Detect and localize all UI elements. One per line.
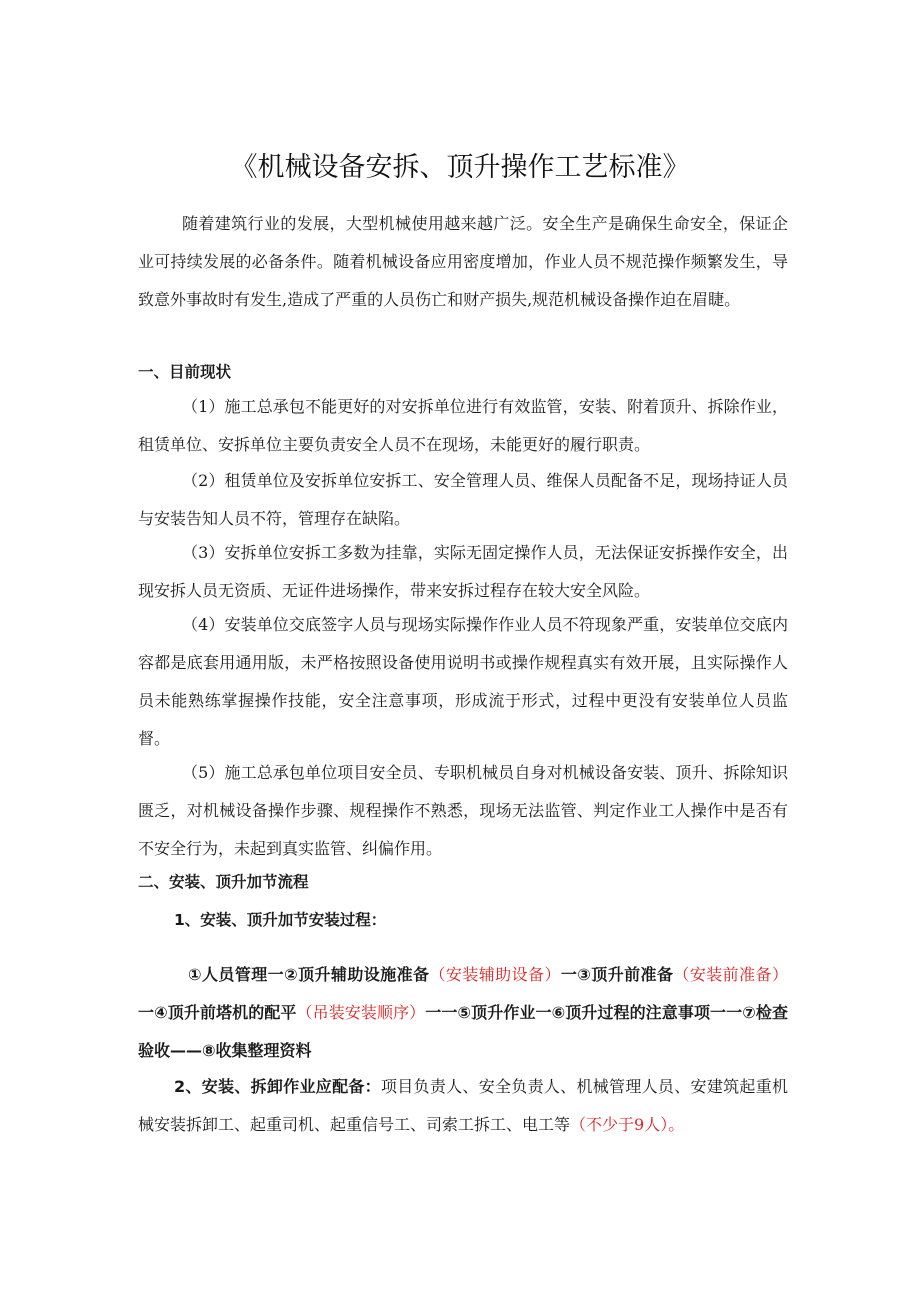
flow-part-1: ①人员管理一②顶升辅助设施准备 [188,965,430,984]
section-1-heading: 一、目前现状 [138,363,232,381]
flow-part-2: 一③顶升前准备 [560,965,674,984]
section-2-heading: 二、安装、顶升加节流程 [138,873,309,891]
section-1-item-5: （5）施工总承包单位项目安全员、专职机械员自身对机械设备安装、顶升、拆除知识匮乏，对机械设备操作步骤、规程操作不熟悉，现场无法监管、判定作业工人操作中是否有不安全行为，未起到真实监管、纠偏作用。 [138,763,788,858]
intro-paragraph: 随着建筑行业的发展，大型机械使用越来越广泛。安全生产是确保生命安全，保证企业可持续发展的必备条件。随着机械设备应用密度增加，作业人员不规范操作频繁发生，导致意外事故时有发生,造成了严重的人员伤亡和财产损失,规范机械设备操作迫在眉睫。 [138,214,788,309]
staffing-minimum-note: （不少于9人）。 [570,1115,685,1134]
section-2-sub-2 [138,1068,788,1144]
section-1-item-2: （2）租赁单位及安拆单位安拆工、安全管理人员、维保人员配备不足，现场持证人员与安装告知人员不符，管理存在缺陷。 [138,471,788,528]
flow-note-1: （安装辅助设备） [429,965,561,984]
document-title: 《机械设备安拆、顶升操作工艺标准》 [230,152,690,183]
section-2-sub-1: 1、安装、顶升加节安装过程： [174,911,387,929]
process-flow-paragraph [138,956,788,1070]
staffing-label: 2、安装、拆卸作业应配备： [174,1077,381,1096]
section-1-item-4: （4）安装单位交底签字人员与现场实际操作作业人员不符现象严重，安装单位交底内容都是底套用通用版，未严格按照设备使用说明书或操作规程真实有效开展，且实际操作人员未能熟练掌握操作技能，安全注意事项，形成流于形式，过程中更没有安装单位人员监督。 [138,615,788,748]
flow-note-3: （吊装安装顺序） [296,1003,426,1022]
flow-part-3: 一④顶升前塔机的配平 [138,1003,297,1022]
section-1-item-3: （3）安拆单位安拆工多数为挂靠，实际无固定操作人员，无法保证安拆操作安全，出现安拆人员无资质、无证件进场操作，带来安拆过程存在较大安全风险。 [138,543,788,600]
staffing-text: 项目负责人、安全负责人、机械管理人员、安建筑起重机械安装拆卸工、起重司机、起重信号工、司索工拆工、电工等 [138,1077,788,1134]
flow-note-2: （安装前准备） [673,965,788,984]
section-1-item-1: （1）施工总承包不能更好的对安拆单位进行有效监管，安装、附着顶升、拆除作业，租赁单位、安拆单位主要负责安全人员不在现场，未能更好的履行职责。 [138,397,788,454]
flow-part-4: 一一⑤顶升作业一⑥顶升过程的注意事项一一⑦检查验收——⑧收集整理资料 [138,1003,788,1060]
